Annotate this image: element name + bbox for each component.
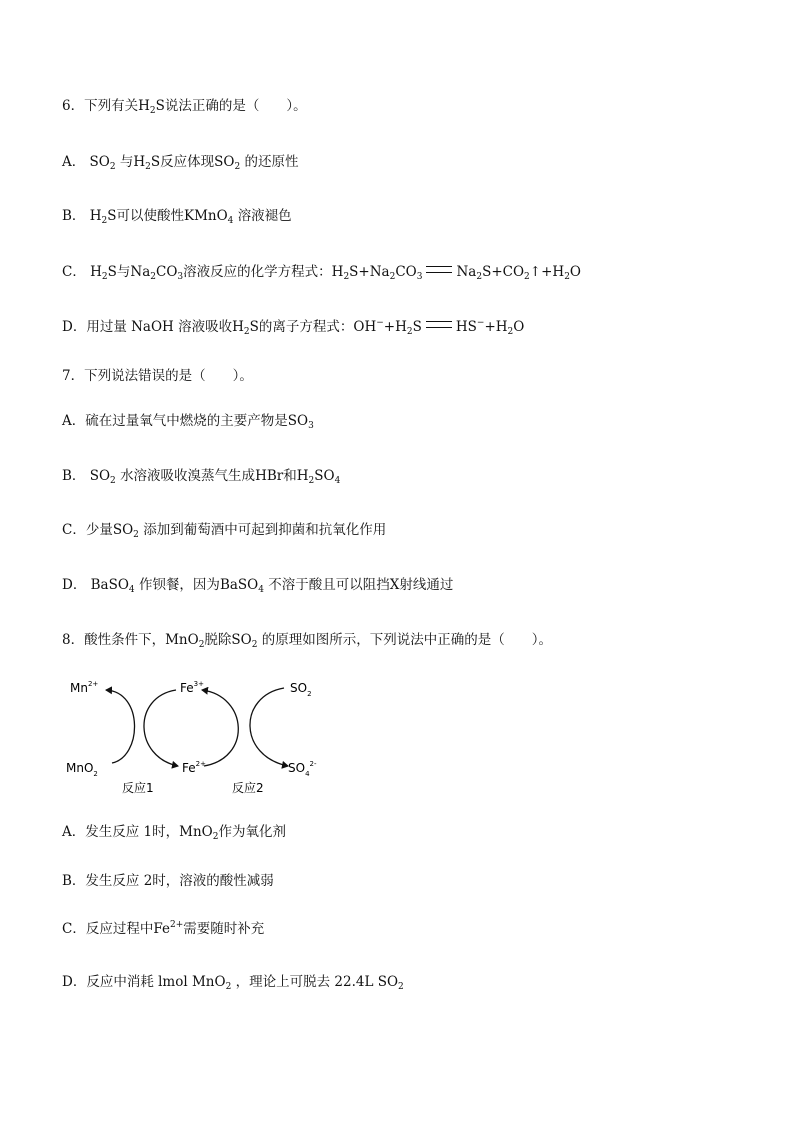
q6-stem-pre: 6．下列有关 [62,98,139,114]
option-label: A．硫在过量氧气中燃烧的主要产物是 [62,413,288,429]
reaction-cycle-svg [62,672,332,804]
q8-option-b: B．发生反应 2时，溶液的酸性减弱 [62,873,274,889]
reaction-cycle-diagram [62,672,332,804]
q8-d-mid: ，理论上可脱去 22.4L [235,974,374,990]
q8-a-post: 作为氧化剂 [218,824,286,840]
q6-c-mid: 与 [116,264,131,280]
q6-b-post: 溶液褪色 [237,208,292,224]
q6-b-mid: 可以使酸性 [116,208,184,224]
option-label: C． [62,264,86,280]
species-so2: $SO_2$ [290,681,312,698]
arrow-mno2-to-mn [106,690,135,763]
q8-c-post: 需要随时补充 [183,921,265,937]
q7-option-b: B． $SO_2$ 水溶液吸收溴蒸气生成HBr和$H_2SO_4$ [62,468,341,486]
q7-d-mid: 作钡餐，因为 [138,577,220,593]
q6-option-b: B． $H_2S$可以使酸性KMnO$_4$ 溶液褪色 [62,208,292,226]
q7-stem: 7．下列说法错误的是（ ）。 [62,368,253,384]
option-label: C．反应过程中 [62,921,154,937]
species-fe2plus-bottom: $Fe^{2+}$ [182,760,206,775]
q7-option-d: D． BaSO$_4$ 作钡餐，因为BaSO$_4$ 不溶于酸且可以阻挡X射线通过 [62,577,454,595]
option-label: D． [62,577,87,593]
q6-stem-post: 说法正确的是（ ）。 [164,98,307,114]
q7-option-c: C．少量$SO_2$ 添加到葡萄酒中可起到抑菌和抗氧化作用 [62,522,387,540]
equals-sign [426,321,452,328]
q6-a-mid: 与 [119,154,134,170]
q8-stem: 8．酸性条件下，MnO$_2$脱除$SO_2$ 的原理如图所示，下列说法中正确的是（ ）。 [62,632,553,650]
q6-d-mid2: 的离子方程式： [258,319,354,335]
reaction1-label: 反应1 [122,781,154,795]
option-label: A．发生反应 1时， [62,824,180,840]
option-label: C．少量 [62,522,113,538]
q6-c-mid2: 溶液反应的化学方程式： [183,264,332,280]
arrow-fe2-to-fe3-right [202,690,238,766]
option-label: D．用过量 [62,319,127,335]
species-mn2plus: $Mn^{2+}$ [70,680,99,695]
q8-stem-pre: 8．酸性条件下， [62,632,166,648]
q8-option-c: C．反应过程中$Fe^{2+}$需要随时补充 [62,920,265,937]
q8-option-a: A．发生反应 1时，MnO$_2$作为氧化剂 [62,824,286,842]
q8-stem-mid: 脱除 [204,632,232,648]
q7-b-mid: 水溶液吸收溴蒸气生成 [120,468,256,484]
species-mno2: MnO$_2$ [66,761,98,778]
q7-b-and: 和 [283,468,297,484]
arrow-fe3-to-fe2-left [144,690,178,766]
q8-stem-post: 的原理如图所示，下列说法中正确的是（ ）。 [261,632,553,648]
q6-option-a: A． $SO_2$ 与$H_2S$反应体现$SO_2$ 的还原性 [62,154,299,172]
q6-d-mid: 溶液吸收 [178,319,233,335]
q6-option-c: C． $H_2S$与$Na_2CO_3$溶液反应的化学方程式：$H_2S+Na_2CO_3$ $Na_2S+CO_2↑+H_2O$ [62,264,581,282]
species-fe3plus-top: $Fe^{3+}$ [180,680,204,695]
q7-option-a: A．硫在过量氧气中燃烧的主要产物是$SO_3$ [62,413,314,431]
option-label: B． [62,208,86,224]
option-label: B． [62,468,86,484]
arrow-so2-to-so4 [250,688,288,766]
option-label: A． [62,154,86,170]
option-label: D．反应中消耗 lmol [62,974,188,990]
q6-stem: 6．下列有关$H_2S$说法正确的是（ ）。 [62,98,307,116]
q6-a-mid2: 反应体现 [160,154,215,170]
species-so4-2minus: $SO_4^{2-}$ [288,760,317,778]
q6-a-post: 的还原性 [244,154,299,170]
equals-sign [426,266,452,273]
q7-c-post: 添加到葡萄酒中可起到抑菌和抗氧化作用 [143,522,387,538]
q6-option-d: D．用过量 NaOH 溶液吸收$H_2S$的离子方程式：$OH^-+H_2S$ $HS^-+H_2O$ [62,318,525,337]
q8-option-d: D．反应中消耗 lmol MnO$_2$ ，理论上可脱去 22.4L $SO_2$ [62,974,404,992]
reaction2-label: 反应2 [232,781,264,795]
q7-d-post: 不溶于酸且可以阻挡X射线通过 [268,577,454,593]
